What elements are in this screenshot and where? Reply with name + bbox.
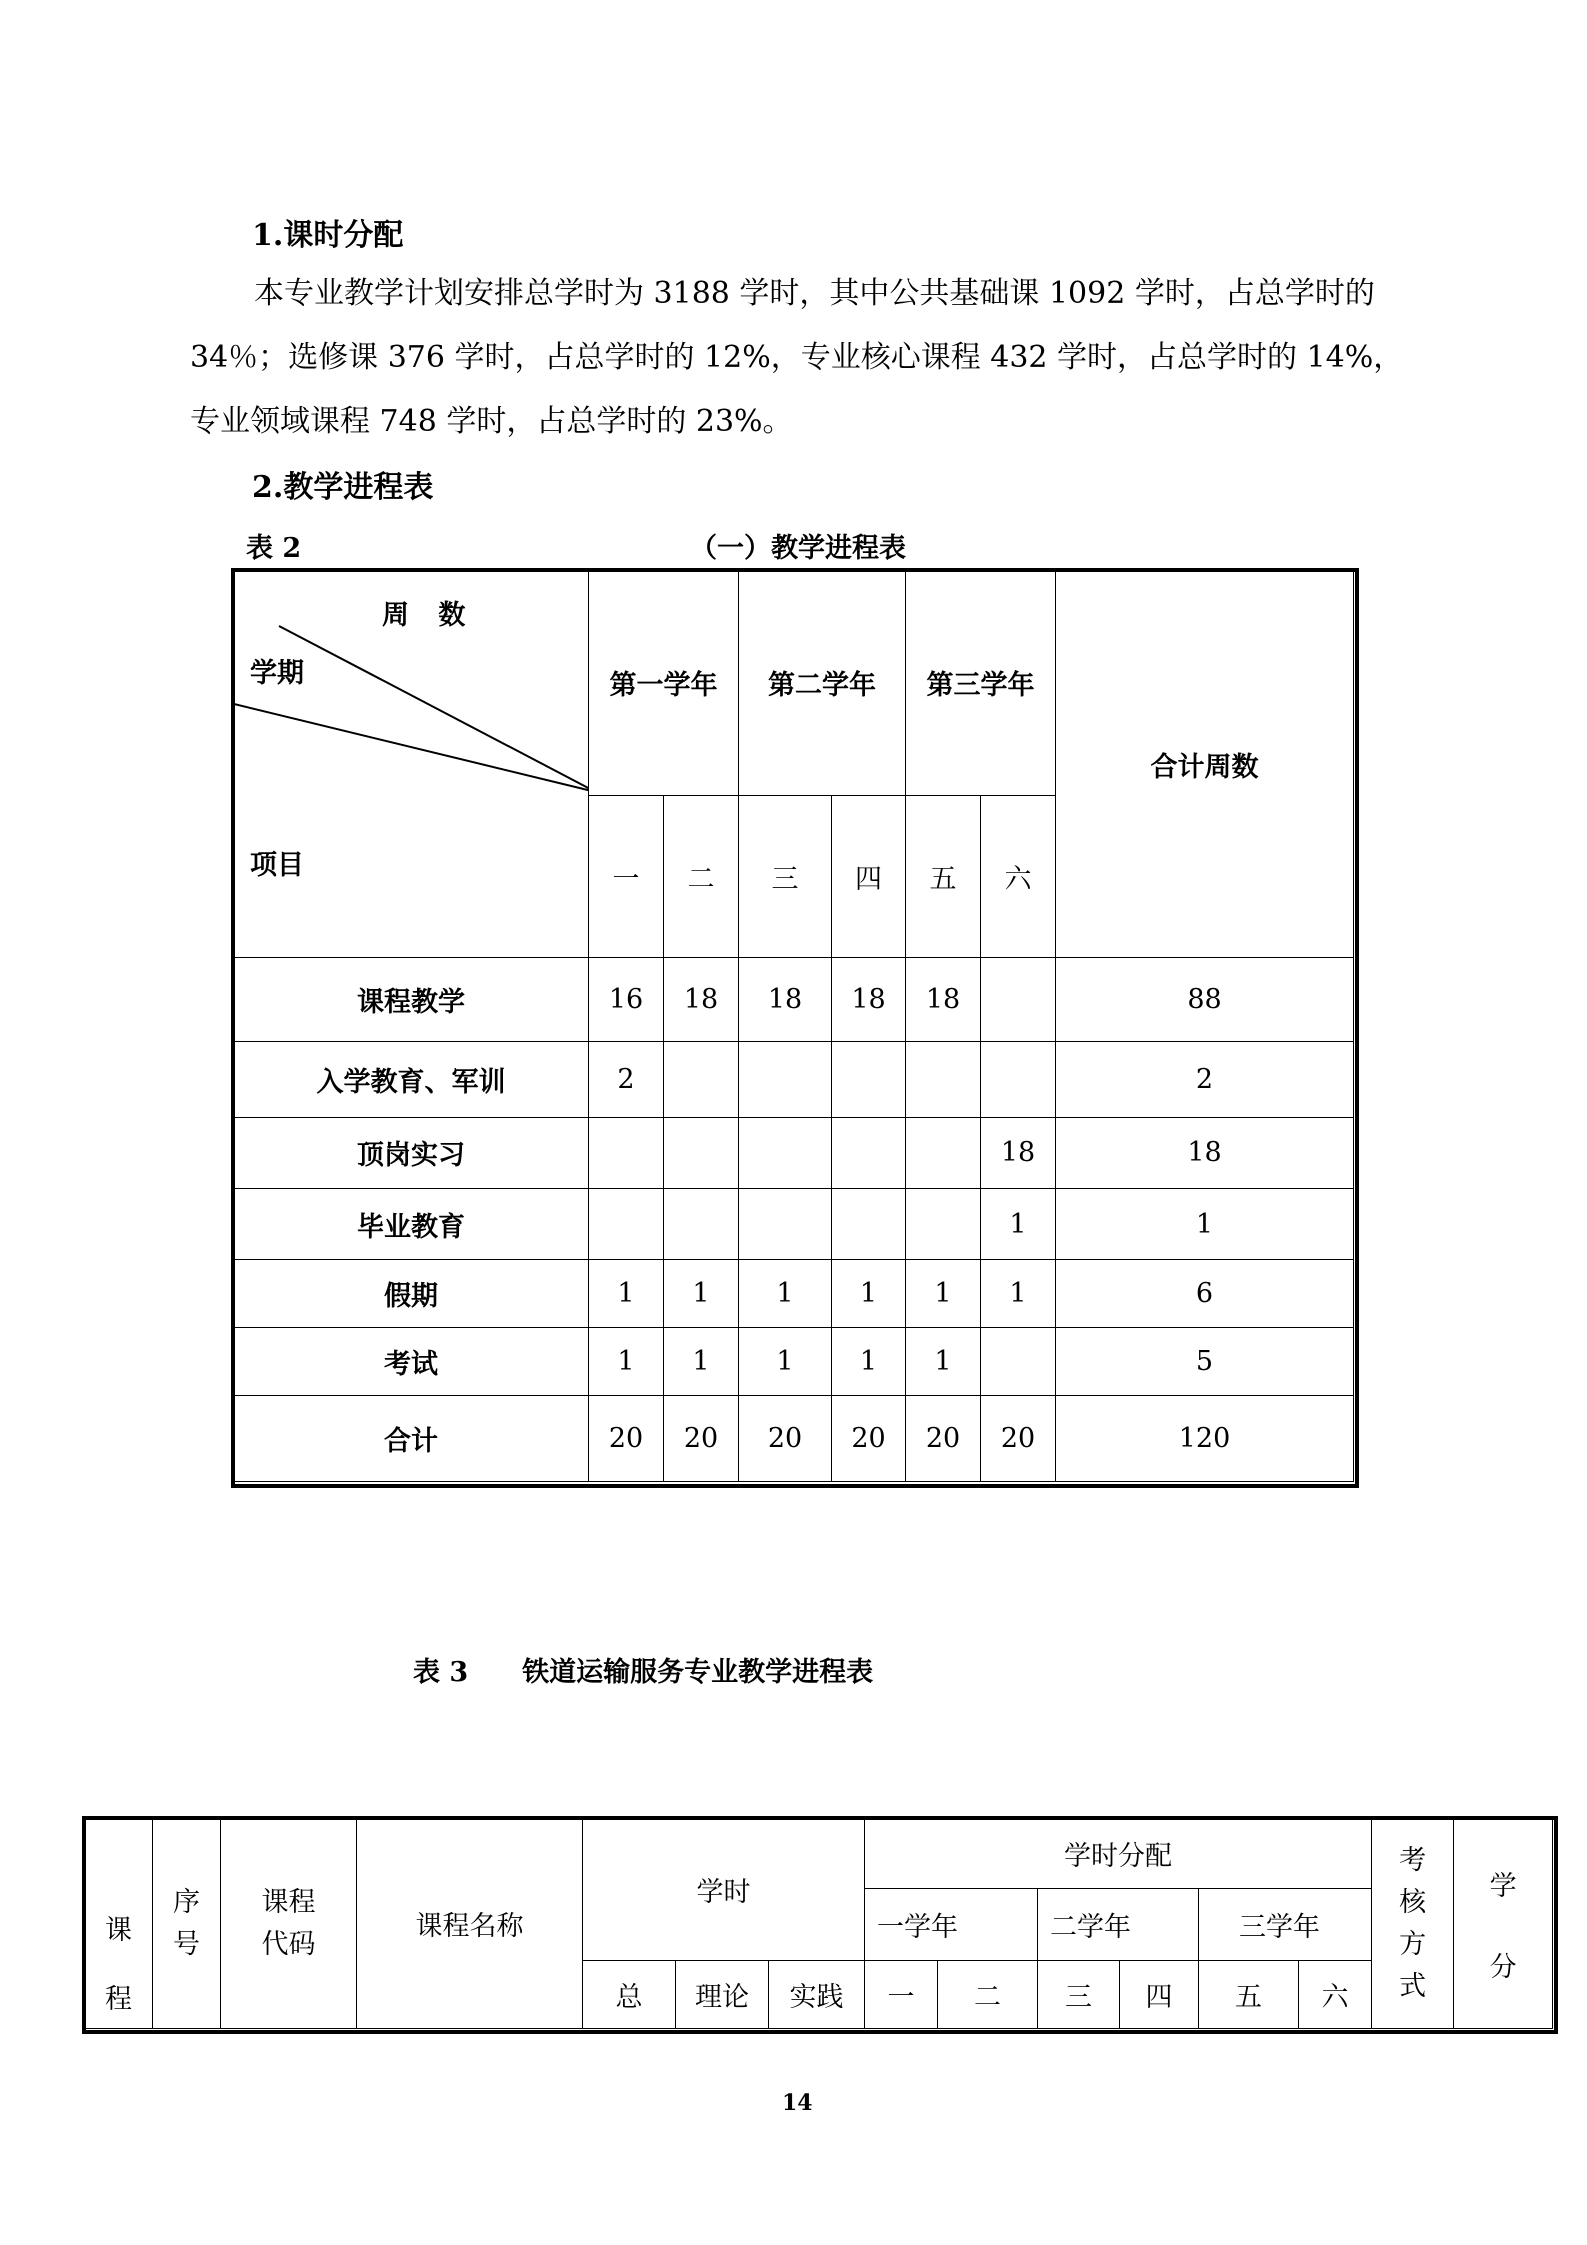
- cell: 20: [589, 1395, 664, 1481]
- col-serial: [153, 1819, 221, 2029]
- col-course-name: 课程名称: [357, 1819, 583, 2029]
- section-paragraph: [190, 262, 1410, 454]
- cell: 1: [981, 1189, 1056, 1260]
- cell: 18: [739, 958, 832, 1041]
- year-header: 第一学年: [589, 571, 739, 796]
- row-total: 6: [1056, 1260, 1354, 1328]
- cell: 1: [589, 1260, 664, 1328]
- table2-label: 表 2: [246, 533, 302, 564]
- cell: [664, 1041, 739, 1117]
- cell: 1: [664, 1260, 739, 1328]
- row-name: 毕业教育: [234, 1189, 589, 1260]
- total-weeks-header: 合计周数: [1056, 571, 1354, 958]
- row-total: 120: [1056, 1395, 1354, 1481]
- row-total: 1: [1056, 1189, 1354, 1260]
- diag-label-weeks: 周 数: [382, 600, 476, 631]
- section-heading-1: 1.课时分配: [252, 218, 404, 253]
- cell: 1: [906, 1260, 981, 1328]
- row-name: 课程教学: [234, 958, 589, 1041]
- cell: [589, 1189, 664, 1260]
- col-credit-bottom: 分: [1489, 1951, 1517, 1983]
- term-header: 一: [589, 795, 664, 958]
- cell: 18: [906, 958, 981, 1041]
- cell: 2: [589, 1041, 664, 1117]
- cell: 18: [664, 958, 739, 1041]
- cell: 1: [832, 1328, 906, 1395]
- table-row: [234, 1260, 1354, 1328]
- term-header: 四: [1120, 1961, 1199, 2029]
- course-progress-table-header: [84, 1818, 1553, 2029]
- col-exam-method: [1372, 1819, 1454, 2029]
- paragraph-line: 本专业教学计划安排总学时为 3188 学时，其中公共基础课 1092 学时，占总学时的: [254, 276, 1375, 311]
- term-header: 五: [1199, 1961, 1299, 2029]
- diag-label-item: 项目: [250, 850, 304, 881]
- cell: 20: [981, 1395, 1056, 1481]
- col-hours: 学时: [583, 1819, 865, 1961]
- cell: [739, 1117, 832, 1188]
- col-credit: [1454, 1819, 1553, 2029]
- term-header: 三: [1038, 1961, 1120, 2029]
- row-total: 5: [1056, 1328, 1354, 1395]
- year-header: 一学年: [865, 1889, 1038, 1961]
- row-name: 顶岗实习: [234, 1117, 589, 1188]
- cell: [832, 1117, 906, 1188]
- cell: 1: [739, 1260, 832, 1328]
- term-header: 六: [1299, 1961, 1372, 2029]
- cell: 1: [832, 1260, 906, 1328]
- cell: 20: [832, 1395, 906, 1481]
- col-hour-distribution: 学时分配: [865, 1819, 1372, 1889]
- table-row: [234, 1328, 1354, 1395]
- cell: 20: [739, 1395, 832, 1481]
- col-code: [221, 1819, 357, 2029]
- cell: 16: [589, 958, 664, 1041]
- term-header: 六: [981, 795, 1056, 958]
- col-course-type-bottom: 程: [105, 1984, 132, 2015]
- col-course-type-top: 课: [105, 1915, 132, 1946]
- cell: 1: [664, 1328, 739, 1395]
- paragraph-line: 专业领域课程 748 学时，占总学时的 23%。: [190, 404, 793, 439]
- term-header: 五: [906, 795, 981, 958]
- year-header: 第三学年: [906, 571, 1056, 796]
- term-header: 四: [832, 795, 906, 958]
- cell: [906, 1117, 981, 1188]
- table-row: [234, 1117, 1354, 1188]
- col-credit-top: 学: [1489, 1870, 1517, 1902]
- cell: 20: [906, 1395, 981, 1481]
- table2-title: （一）教学进程表: [690, 533, 906, 564]
- row-name: 入学教育、军训: [234, 1041, 589, 1117]
- cell: [981, 958, 1056, 1041]
- cell: 1: [906, 1328, 981, 1395]
- cell: [664, 1117, 739, 1188]
- row-total: 18: [1056, 1117, 1354, 1188]
- cell: 1: [739, 1328, 832, 1395]
- term-header: 三: [739, 795, 832, 958]
- col-code-label: 课程 代码: [261, 1886, 316, 1960]
- cell: [906, 1189, 981, 1260]
- cell: 1: [589, 1328, 664, 1395]
- paragraph-line: 34％；选修课 376 学时，占总学时的 12%，专业核心课程 432 学时，占总学时的 14%，: [190, 340, 1404, 375]
- hours-sub-header: 实践: [769, 1961, 865, 2029]
- cell: 1: [981, 1260, 1056, 1328]
- year-header: 第二学年: [739, 571, 906, 796]
- year-header: 三学年: [1199, 1889, 1372, 1961]
- cell: 20: [664, 1395, 739, 1481]
- year-header: 二学年: [1038, 1889, 1199, 1961]
- section-heading-2: 2.教学进程表: [252, 470, 434, 505]
- cell: [981, 1041, 1056, 1117]
- hours-sub-header: 总: [583, 1961, 676, 2029]
- diag-label-term: 学期: [250, 658, 304, 689]
- term-header: 一: [865, 1961, 938, 2029]
- table-row: [234, 958, 1354, 1041]
- table-row: [234, 1041, 1354, 1117]
- diagonal-header-cell: [234, 571, 589, 958]
- cell: [981, 1328, 1056, 1395]
- row-name: 合计: [234, 1395, 589, 1481]
- col-course-type: [85, 1819, 153, 2029]
- row-total: 88: [1056, 958, 1354, 1041]
- cell: [832, 1041, 906, 1117]
- col-exam-label: 考 核 方 式: [1399, 1844, 1427, 2002]
- hours-sub-header: 理论: [676, 1961, 769, 2029]
- cell: [739, 1041, 832, 1117]
- cell: [739, 1189, 832, 1260]
- cell: 18: [981, 1117, 1056, 1188]
- table-row: [234, 1395, 1354, 1481]
- cell: [832, 1189, 906, 1260]
- table3-caption: 表 3 铁道运输服务专业教学进程表: [413, 1657, 874, 1688]
- cell: [664, 1189, 739, 1260]
- row-name: 假期: [234, 1260, 589, 1328]
- cell: [589, 1117, 664, 1188]
- col-serial-label: 序 号: [173, 1886, 200, 1960]
- page-number: 14: [782, 2090, 813, 2116]
- row-name: 考试: [234, 1328, 589, 1395]
- term-header: 二: [938, 1961, 1038, 2029]
- cell: 18: [832, 958, 906, 1041]
- cell: [906, 1041, 981, 1117]
- table-row: [234, 1189, 1354, 1260]
- term-header: 二: [664, 795, 739, 958]
- teaching-progress-table: [233, 570, 1354, 1482]
- row-total: 2: [1056, 1041, 1354, 1117]
